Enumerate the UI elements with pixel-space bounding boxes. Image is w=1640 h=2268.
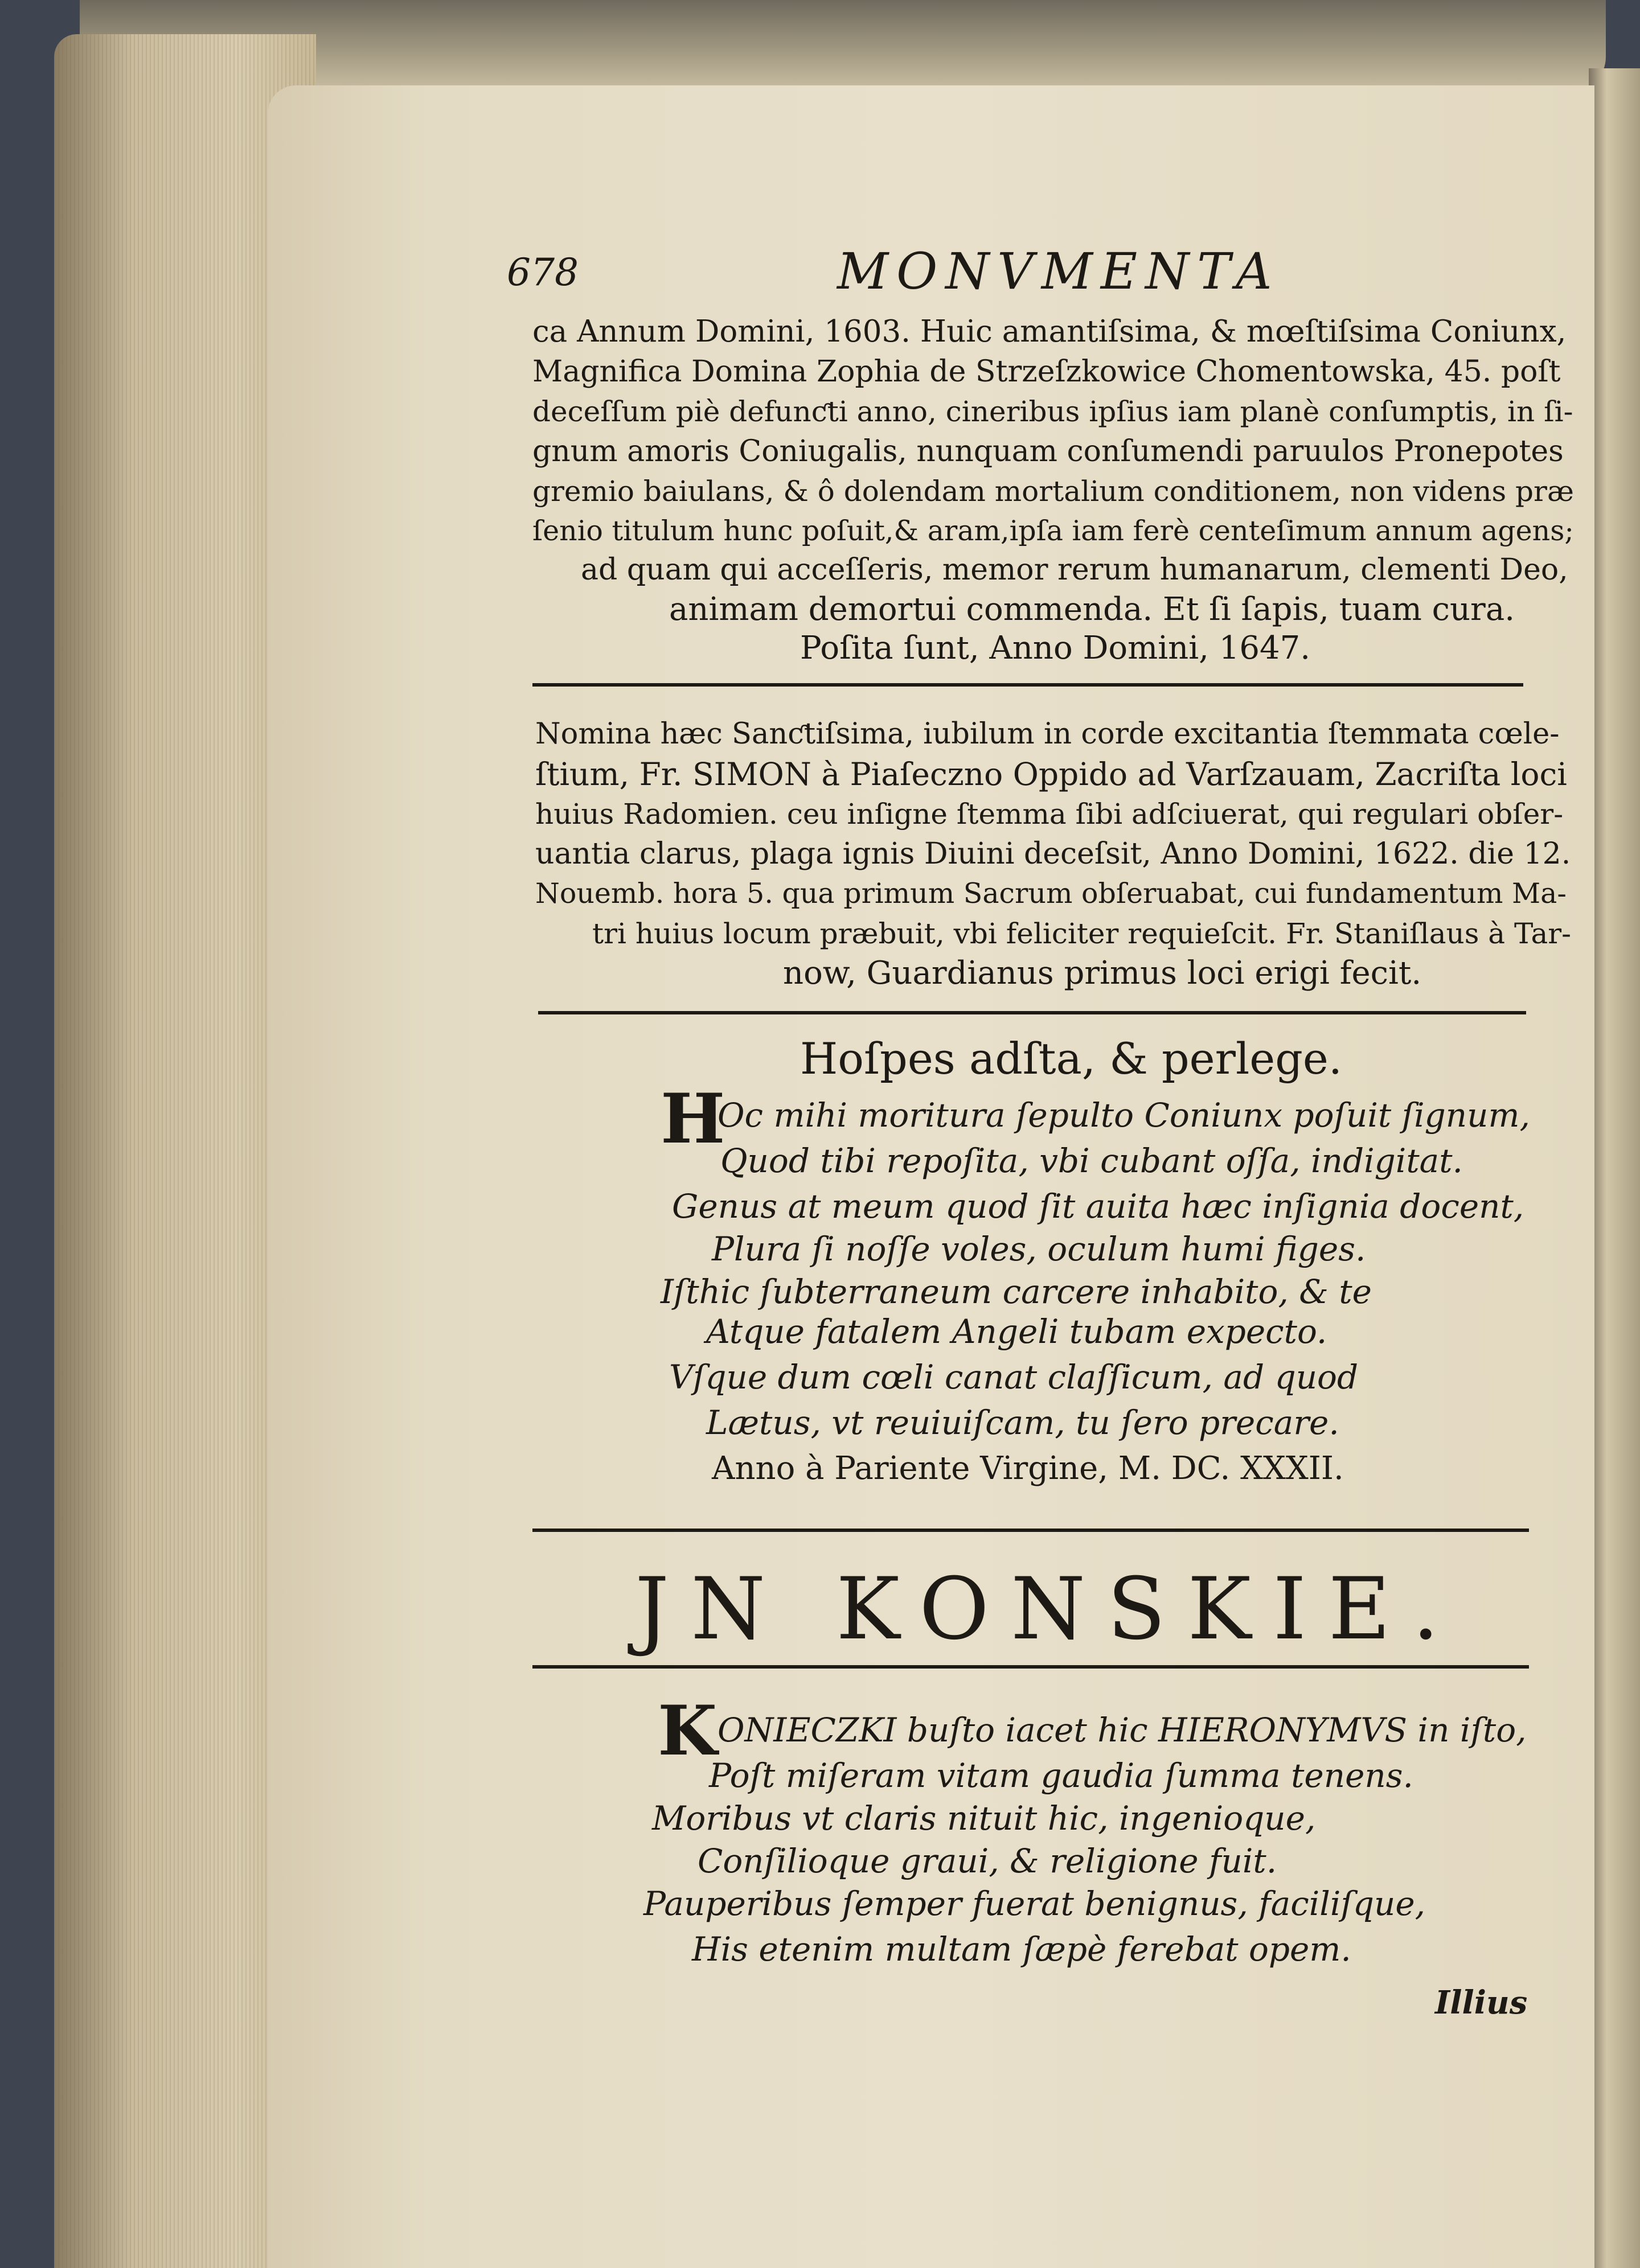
epitaph2-line: now, Guardianus primus loci erigi fecit. bbox=[783, 955, 1422, 992]
poem-line: Atque fatalem Angeli tubam expecto. bbox=[706, 1312, 1327, 1351]
poem-line: Iſthic ſubterraneum carcere inhabito, & te bbox=[661, 1272, 1372, 1311]
poem-line: Oc mihi moritura ſepulto Coniunx poſuit ſignum, bbox=[718, 1096, 1530, 1135]
separator-rule bbox=[538, 1011, 1526, 1014]
section-title: JN KONSKIE. bbox=[635, 1560, 1461, 1659]
poem-line: Genus at meum quod ſit auita hæc inſignia docent, bbox=[672, 1187, 1524, 1226]
epitaph2-line: ſtium, Fr. SIMON à Piaſeczno Oppido ad Varſzauam, Zacriſta loci bbox=[535, 756, 1567, 792]
epitaph1-line: deceſſum piè defunƈti anno, cineribus ipſius iam planè conſumptis, in ſi- bbox=[532, 395, 1573, 428]
poem-line: Plura ſi noſſe voles, oculum humi figes. bbox=[712, 1230, 1366, 1268]
poem-line: Moribus vt claris nituit hic, ingenioque, bbox=[652, 1799, 1316, 1838]
page-number: 678 bbox=[507, 250, 579, 294]
facing-page-edge bbox=[1589, 68, 1640, 2268]
poem-line: ONIECZKI buſto iacet hic HIERONYMVS in iſto, bbox=[718, 1711, 1527, 1749]
poem-line: Vſque dum cœli canat claſſicum, ad quod bbox=[669, 1358, 1359, 1396]
poem-line: Conſilioque graui, & religione fuit. bbox=[698, 1842, 1277, 1880]
epitaph1-line: ad quam qui acceſſeris, memor rerum humanarum, clementi Deo, bbox=[581, 553, 1568, 587]
epitaph2-line: huius Radomien. ceu inſigne ſtemma ſibi adſciuerat, qui regulari obſer- bbox=[535, 798, 1564, 831]
epitaph2-line: uantia clarus, plaga ignis Diuini deceſsit, Anno Domini, 1622. die 12. bbox=[535, 837, 1571, 871]
poem-line: Lætus, vt reuiuiſcam, tu ſero precare. bbox=[706, 1403, 1339, 1442]
drop-cap: K bbox=[658, 1691, 718, 1771]
catchword: Illius bbox=[1435, 1984, 1528, 2022]
drop-cap: H bbox=[661, 1079, 725, 1159]
epitaph1-line: animam demortui commenda. Et ſi ſapis, tuam cura. bbox=[669, 591, 1515, 628]
epitaph1-line: gremio baiulans, & ô dolendam mortalium conditionem, non videns præ bbox=[532, 475, 1574, 508]
running-title: MONVMENTA bbox=[837, 242, 1280, 301]
poem-line: His etenim multam ſæpè ferebat opem. bbox=[692, 1930, 1351, 1969]
epitaph1-line: gnum amoris Coniugalis, nunquam conſumendi paruulos Pronepotes bbox=[532, 434, 1564, 469]
poem-line: Pauperibus ſemper fuerat benignus, faciliſque, bbox=[643, 1884, 1426, 1923]
dateline: Anno à Pariente Virgine, M. DC. XXXII. bbox=[712, 1450, 1344, 1487]
separator-rule bbox=[532, 683, 1523, 687]
epitaph1-line: ſenio titulum hunc poſuit,& aram,ipſa iam ferè centeſimum annum agens; bbox=[532, 515, 1574, 547]
poem-line: Poſt miſeram vitam gaudia ſumma tenens. bbox=[709, 1756, 1413, 1795]
epitaph3-heading: Hoſpes adſta, & perlege. bbox=[800, 1033, 1343, 1084]
separator-rule bbox=[532, 1665, 1529, 1669]
poem-line: Quod tibi repoſita, vbi cubant oſſa, indigitat. bbox=[720, 1141, 1463, 1180]
epitaph1-line: Magnifica Domina Zophia de Strzeſzkowice Chomentowska, 45. poſt bbox=[532, 355, 1561, 389]
epitaph1-line: ca Annum Domini, 1603. Huic amantiſsima, & mœſtiſsima Coniunx, bbox=[532, 314, 1567, 349]
separator-rule bbox=[532, 1529, 1529, 1532]
epitaph2-line: tri huius locum præbuit, vbi feliciter requieſcit. Fr. Staniſlaus à Tar- bbox=[592, 917, 1572, 950]
epitaph2-line: Nomina hæc Sanƈtiſsima, iubilum in corde excitantia ſtemmata cœle- bbox=[535, 717, 1560, 751]
epitaph1-line: Poſita ſunt, Anno Domini, 1647. bbox=[800, 630, 1311, 667]
epitaph2-line: Nouemb. hora 5. qua primum Sacrum obſeruabat, cui fundamentum Ma- bbox=[535, 877, 1567, 910]
